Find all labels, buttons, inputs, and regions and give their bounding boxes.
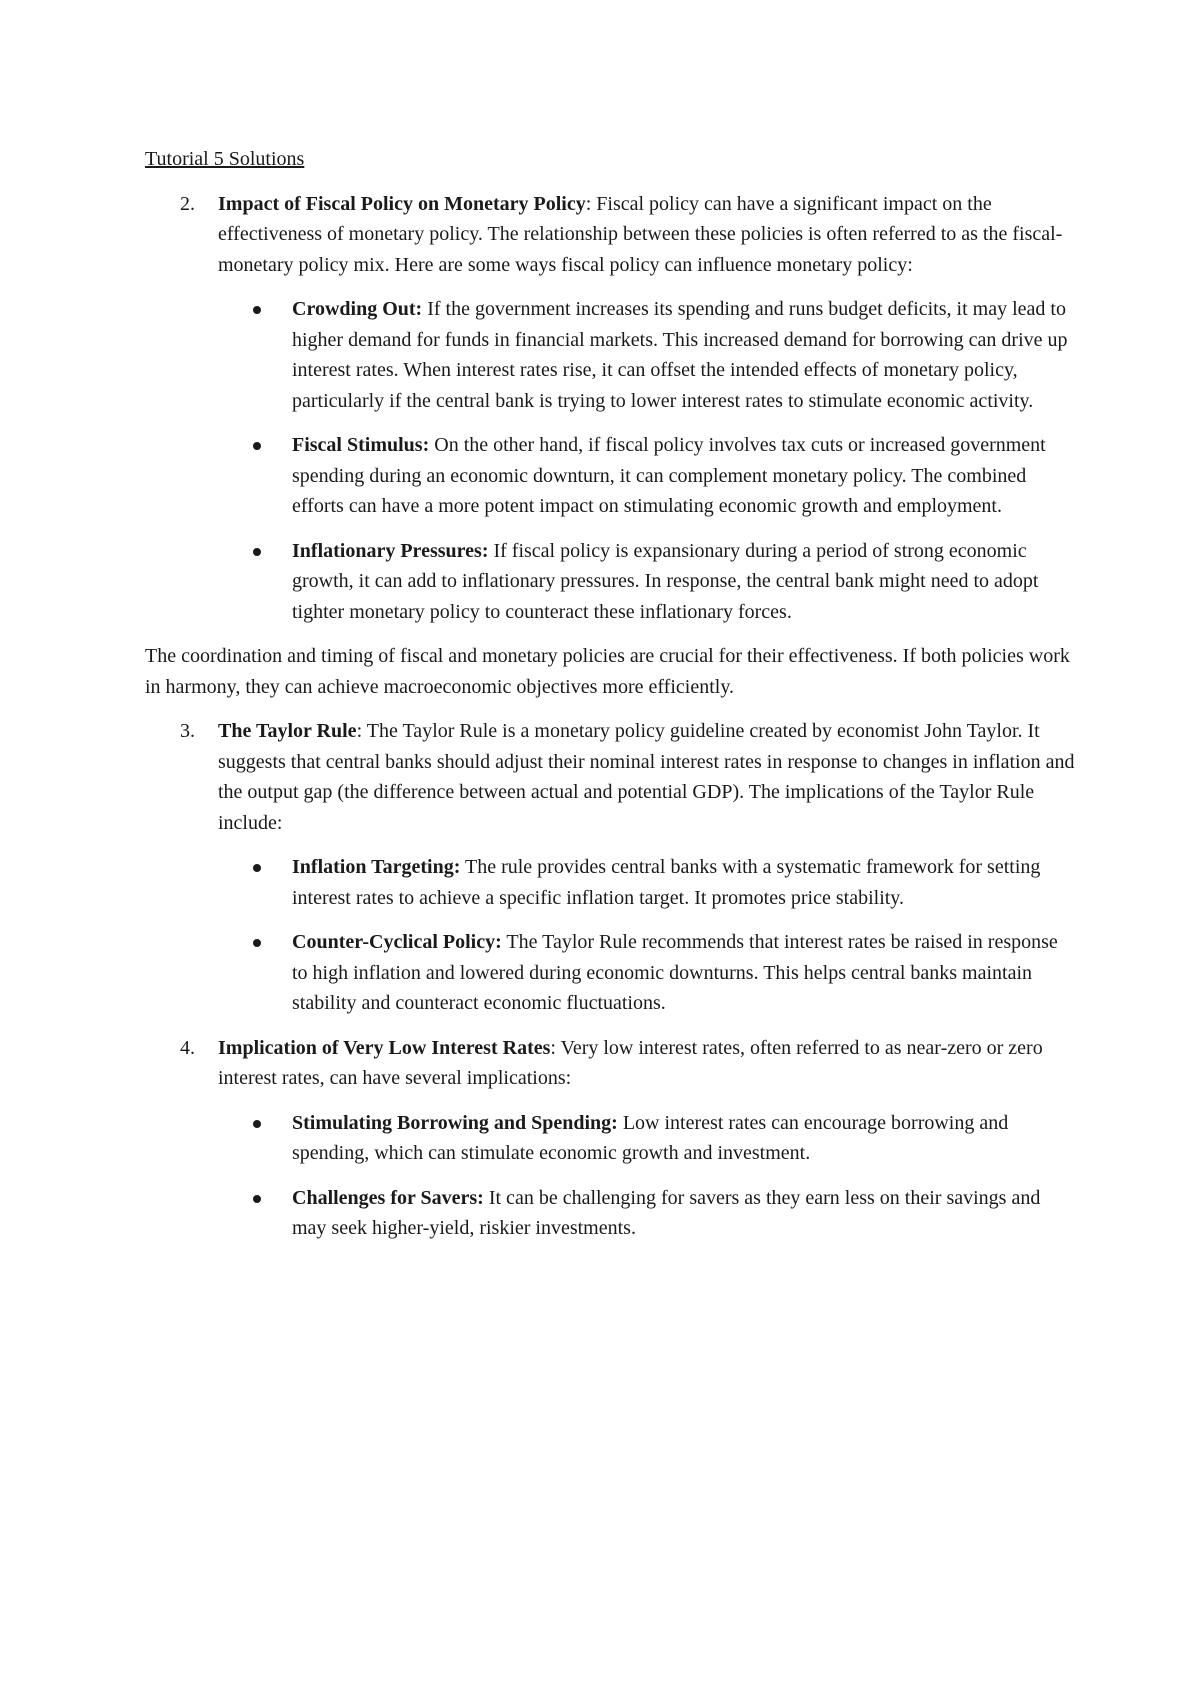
bullet-icon [253,306,261,314]
section-number: 2. [180,192,195,215]
list-item [145,536,1075,628]
section-number: 3. [180,720,195,742]
document-body [145,144,1075,1258]
section-3 [145,716,1075,838]
bullet-text: If the government increases its spending and runs budget deficits, it may lead to higher demand for funds in financial markets. This increased demand for borrowing can drive up interest rates. When interest rates rise, it can offset the intended effects of monetary policy, particularly if the central bank is trying to lower interest rates to stimulate economic activity. [292,298,1068,412]
bullet-text: On the other hand, if fiscal policy involves tax cuts or increased government spending during an economic downturn, it can complement monetary policy. The combined efforts can have a more potent impact on stimulating economic growth and employment. [292,434,1046,517]
bullet-icon [253,548,261,556]
bullet-text: The Taylor Rule recommends that interest rates be raised in response to high inflation and lowered during economic downturns. This helps central banks maintain stability and counteract economic fluctuations. [292,931,1058,1014]
bullet-icon [253,442,261,450]
section-intro: : Fiscal policy can have a significant impact on the effectiveness of monetary policy. The relationship between these policies is often referred to as the fiscal-monetary policy mix. Here are some ways fiscal policy can influence monetary policy: [218,192,1063,276]
bullet-text: If fiscal policy is expansionary during a period of strong economic growth, it can add to inflationary pressures. In response, the central bank might need to adopt tighter monetary policy to counteract these inflationary forces. [292,539,1039,623]
section-4 [145,1033,1075,1094]
bullet-text: The rule provides central banks with a systematic framework for setting interest rates to achieve a specific inflation target. It promotes price stability. [292,856,1041,909]
bullet-icon [253,864,261,872]
section-3-bullets [145,852,1075,1019]
section-2 [145,189,1075,281]
section-4-bullets [145,1108,1075,1244]
document-title: Tutorial 5 Solutions [145,148,305,170]
section-heading: Impact of Fiscal Policy on Monetary Policy [218,192,586,215]
bullet-term: Crowding Out: [292,298,423,320]
section-intro: : The Taylor Rule is a monetary policy guideline created by economist John Taylor. It suggests that central banks should adjust their nominal interest rates in response to changes in inflation and the output gap (the difference between actual and potential GDP). The implications of the Taylor Rule include: [218,720,1075,834]
section-heading: Implication of Very Low Interest Rates [218,1036,551,1059]
coordination-paragraph: The coordination and timing of fiscal and monetary policies are crucial for their effectiveness. If both policies work in harmony, they can achieve macroeconomic objectives more efficiently. [145,645,1070,698]
bullet-icon [253,1195,261,1203]
bullet-term: Challenges for Savers: [292,1186,484,1209]
bullet-text: It can be challenging for savers as they earn less on their savings and may seek higher-yield, riskier investments. [292,1186,1041,1239]
bullet-text: Low interest rates can encourage borrowing and spending, which can stimulate economic growth and investment. [292,1111,1009,1164]
bullet-icon [253,1120,261,1128]
section-2-bullets [145,294,1075,627]
list-item [145,1183,1075,1244]
bullet-term: Stimulating Borrowing and Spending: [292,1111,618,1134]
bullet-term: Inflation Targeting: [292,856,461,878]
bullet-term: Fiscal Stimulus: [292,434,430,456]
list-item [145,430,1075,522]
bullet-term: Counter-Cyclical Policy: [292,931,502,953]
list-item [145,294,1075,416]
bullet-icon [253,939,261,947]
bullet-term: Inflationary Pressures: [292,539,489,562]
section-number: 4. [180,1036,195,1059]
list-item [145,1108,1075,1169]
list-item [145,852,1075,913]
section-intro: : Very low interest rates, often referred to as near-zero or zero interest rates, can have several implications: [218,1036,1043,1089]
section-heading: The Taylor Rule [218,720,357,742]
list-item [145,927,1075,1019]
